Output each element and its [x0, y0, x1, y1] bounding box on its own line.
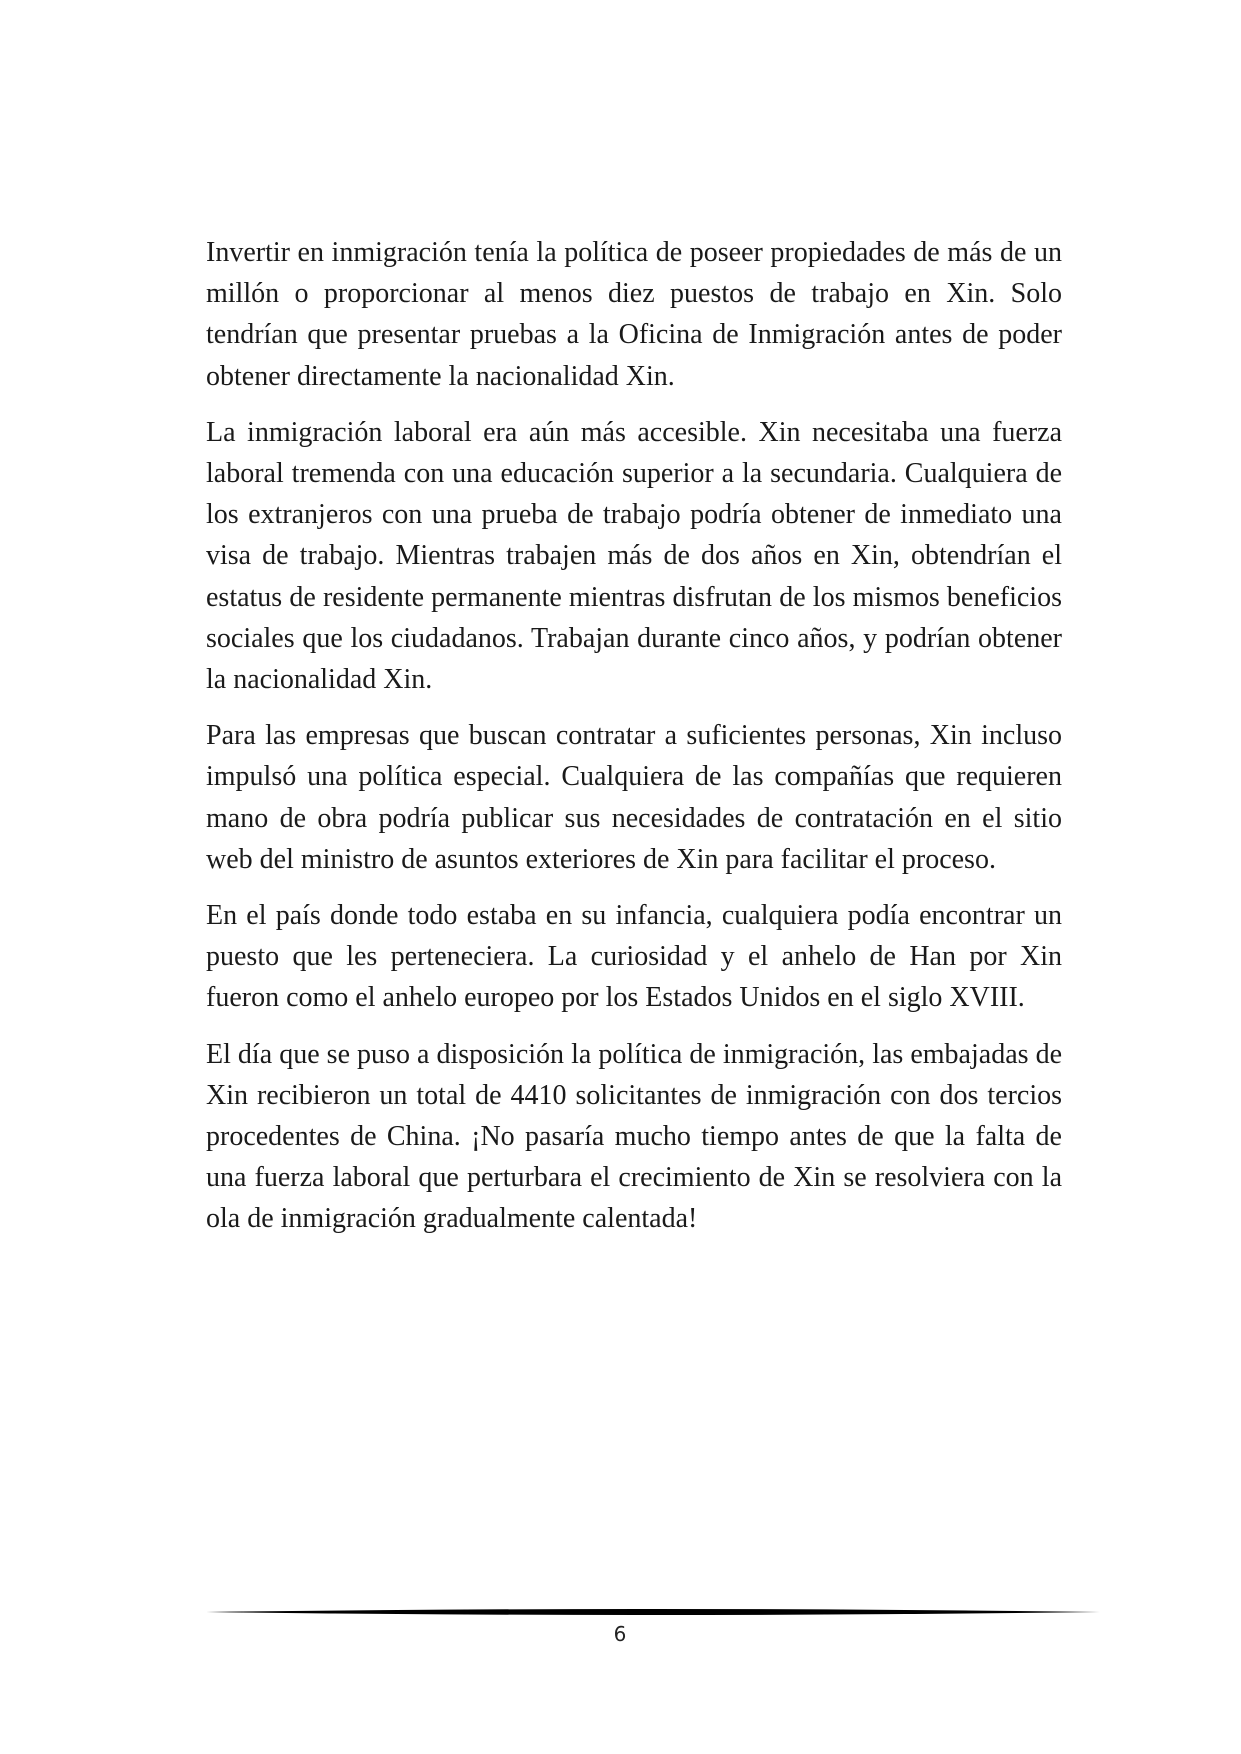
paragraph-labor-immigration: La inmigración laboral era aún más accesible. Xin necesitaba una fuerza laboral tremenda con una educación superior a la secundaria. Cualquiera de los extranjeros con una prueba de trabajo podría obtener de inmediato una visa de trabajo. Mientras trabajen más de dos años en Xin, obtendrían el estatus de residente permanente mientras disfrutan de los mismos beneficios sociales que los ciudadanos. Trabajan durante cinco años, y podrían obtener la nacionalidad Xin.	[206, 416, 1062, 696]
paragraph-investment-immigration: Invertir en inmigración tenía la política de poseer propiedades de más de un millón o proporcionar al menos diez puestos de trabajo en Xin. Solo tendrían que presentar pruebas a la Oficina de Inmigración antes de poder obtener directamente la nacionalidad Xin.	[206, 237, 1062, 392]
paragraph-immigration-applicants: El día que se puso a disposición la política de inmigración, las embajadas de Xin recibieron un total de 4410 solicitantes de inmigración con dos tercios procedentes de China. ¡No pasaría mucho tiempo antes de que la falta de una fuerza laboral que perturbara el crecimiento de Xin se resolviera con la ola de inmigración gradualmente calentada!	[206, 1038, 1062, 1235]
paragraph-country-infancy: En el país donde todo estaba en su infancia, cualquiera podía encontrar un puesto que les perteneciera. La curiosidad y el anhelo de Han por Xin fueron como el anhelo europeo por los Estados Unidos en el siglo XVIII.	[206, 900, 1062, 1014]
paragraph-companies-policy: Para las empresas que buscan contratar a suficientes personas, Xin incluso impulsó una política especial. Cualquiera de las compañías que requieren mano de obra podría publicar sus necesidades de contratación en el sitio web del ministro de asuntos exteriores de Xin para facilitar el proceso.	[206, 720, 1062, 875]
page-number: 6	[613, 1622, 627, 1646]
body-text	[206, 232, 1062, 1255]
footer-rule	[206, 1605, 1100, 1619]
